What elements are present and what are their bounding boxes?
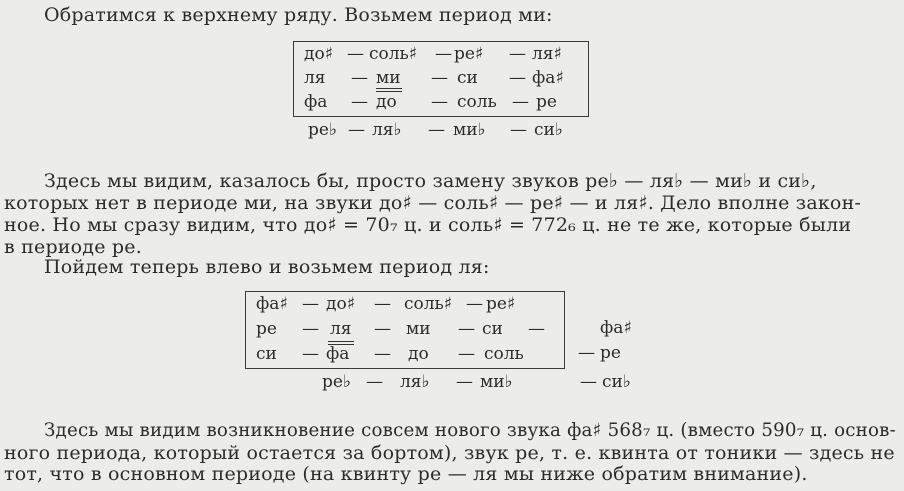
- t2-r1-c2: —: [302, 294, 319, 314]
- t1-r1-c1: до♯: [304, 44, 333, 64]
- t2-r2-c6: —: [458, 319, 475, 339]
- t2-r3-c6: —: [458, 344, 475, 364]
- t1-r1-c2: —: [347, 44, 364, 64]
- t1-r3-c3: до: [376, 92, 397, 112]
- t1-r2-c4: —: [431, 68, 448, 88]
- t1-r3-c4: —: [431, 92, 448, 112]
- t1-r3-c5: соль: [457, 92, 497, 112]
- t1-r3-c2: —: [351, 92, 368, 112]
- t1-r1-c3: соль♯: [369, 44, 418, 64]
- t1-below-2: —: [348, 120, 365, 140]
- t2-r1-c6: —: [466, 294, 483, 314]
- t2-r2-c1: ре: [256, 319, 277, 339]
- t1-below-1: ре♭: [308, 120, 337, 140]
- t2-r2-c8: —: [528, 319, 545, 339]
- t2-right-2: —: [578, 343, 595, 363]
- t2-r3-c4: —: [374, 344, 391, 364]
- t1-r1-c7: ля♯: [532, 44, 562, 64]
- p4-line-3: тот, что в основном периоде (на квинту ре — ля мы ниже обратим внимание).: [4, 463, 808, 485]
- t2-r1-c4: —: [374, 294, 391, 314]
- t1-r2-c6: —: [509, 68, 526, 88]
- t1-r3-c1: фа: [304, 92, 328, 112]
- period-mi-table: [293, 41, 589, 117]
- t2-below-3: ля♭: [400, 372, 430, 392]
- p2-line-3: ное. Но мы сразу видим, что до♯ = 70₇ ц. и соль♯ = 772₆ ц. не те же, которые были: [4, 214, 852, 236]
- t2-below-5: ми♭: [480, 372, 513, 392]
- period-la-table: [245, 291, 565, 369]
- t2-r3-c2: —: [302, 344, 319, 364]
- p2-line-1: Здесь мы видим, казалось бы, просто замену звуков ре♭ — ля♭ — ми♭ и си♭,: [44, 170, 817, 192]
- t2-r2-c7: си: [482, 319, 503, 339]
- t1-below-5: ми♭: [453, 120, 486, 140]
- p2-line-4: в периоде ре.: [4, 236, 142, 258]
- t2-below-7: си♭: [602, 372, 631, 392]
- t2-r1-c5: соль♯: [404, 294, 453, 314]
- t2-r1-c1: фа♯: [256, 294, 288, 314]
- t2-r2-c5: ми: [406, 319, 431, 339]
- t2-r3-c5: до: [408, 344, 429, 364]
- t1-r2-c7: фа♯: [532, 68, 564, 88]
- t2-r2-c3: ля: [330, 319, 352, 339]
- p2-line-2: которых нет в периоде ми, на звуки до♯ — соль♯ — ре♯ — и ля♯. Дело вполне закон-: [4, 192, 862, 214]
- t1-r2-c2: —: [351, 68, 368, 88]
- intro-line: Обратимся к верхнему ряду. Возьмем период ми:: [44, 4, 553, 26]
- p3-line: Пойдем теперь влево и возьмем период ля:: [44, 256, 490, 278]
- t1-r2-c1: ля: [304, 68, 326, 88]
- t1-below-7: си♭: [534, 120, 563, 140]
- t2-r1-c3: до♯: [326, 294, 355, 314]
- t2-r2-c4: —: [374, 319, 391, 339]
- t2-r3-c1: си: [256, 344, 277, 364]
- t2-below-6: —: [580, 372, 597, 392]
- t1-below-6: —: [510, 120, 527, 140]
- t2-r1-c7: ре♯: [486, 294, 516, 314]
- t1-r2-c3: ми: [376, 68, 401, 88]
- t1-below-3: ля♭: [372, 120, 402, 140]
- t2-below-1: ре♭: [322, 372, 351, 392]
- t2-right-1: фа♯: [600, 318, 632, 338]
- t1-r1-c5: ре♯: [454, 44, 484, 64]
- t2-below-2: —: [366, 372, 383, 392]
- t1-r1-c6: —: [509, 44, 526, 64]
- t2-r2-c2: —: [302, 319, 319, 339]
- t1-r1-c4: —: [435, 44, 452, 64]
- t1-r3-c6: —: [512, 92, 529, 112]
- t1-r3-c7: ре: [536, 92, 557, 112]
- t2-r3-c7: соль: [484, 344, 524, 364]
- t1-below-4: —: [428, 120, 445, 140]
- t1-r2-c5: си: [457, 68, 478, 88]
- t2-below-4: —: [456, 372, 473, 392]
- p4-line-2: ного периода, который остается за бортом), звук ре, т. е. квинта от тоники — здесь не: [4, 442, 895, 464]
- t2-r3-c3: фа: [326, 344, 350, 364]
- t2-right-3: ре: [600, 343, 621, 363]
- p4-line-1: Здесь мы видим возникновение совсем нового звука фа♯ 568₇ ц. (вместо 590₇ ц. основ-: [44, 420, 896, 441]
